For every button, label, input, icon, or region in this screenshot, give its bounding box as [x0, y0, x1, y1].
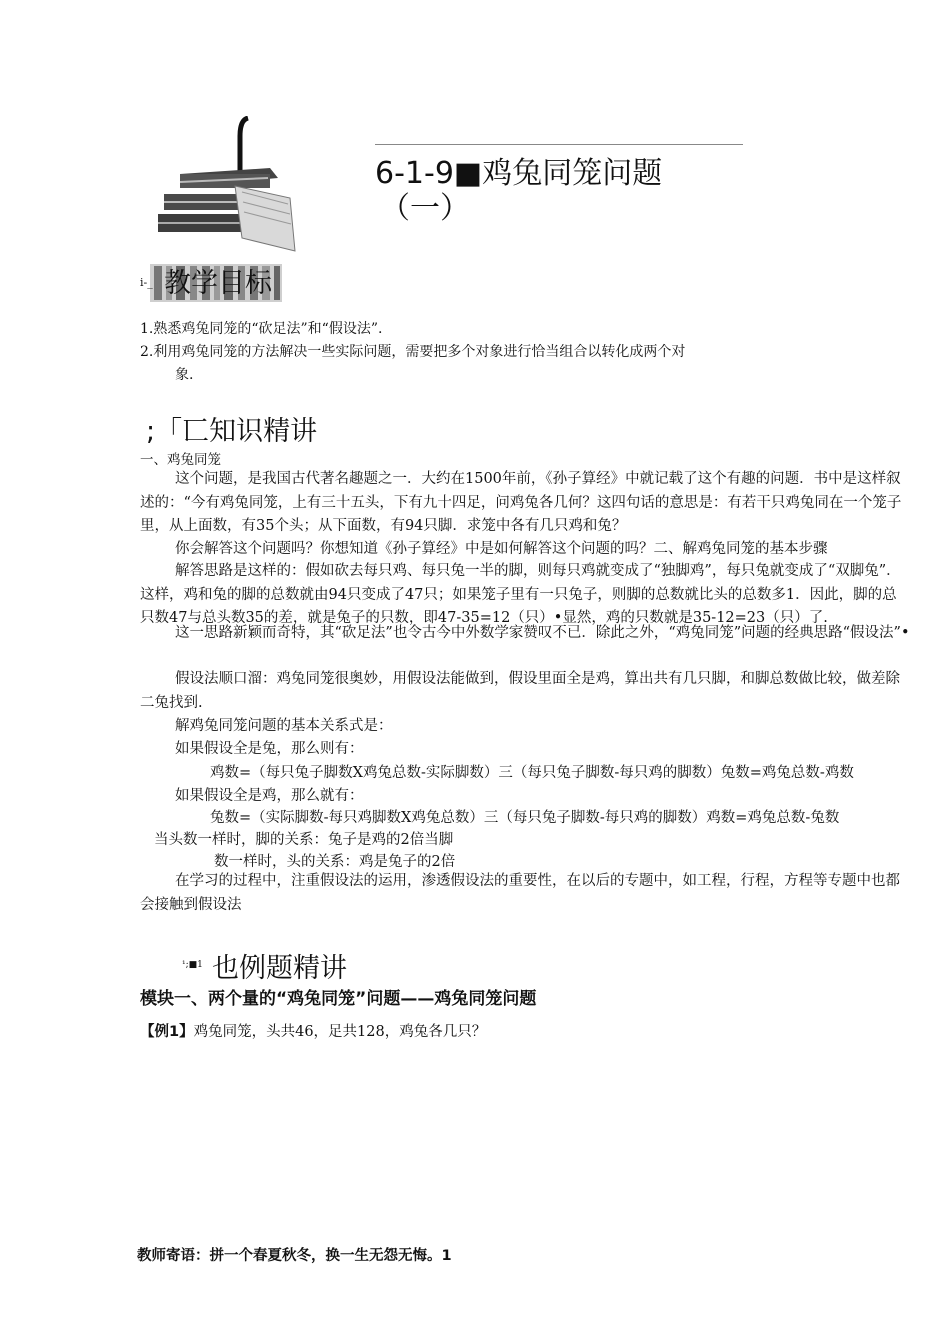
- formula-chicken: 鸡数=（每只兔子脚数X鸡兔总数-实际脚数）三（每只兔子脚数-每只鸡的脚数）兔数=鸡兔总数-鸡数: [210, 765, 854, 781]
- footer-text: 教师寄语：拼一个春夏秋冬，换一生无怨无悔。1: [137, 1248, 452, 1264]
- paragraph-6: 在学习的过程中，注重假设法的运用，渗透假设法的重要性，在以后的专题中，如工程，行程，方程等专题中也都会接触到假设法: [140, 873, 900, 913]
- paragraph-1: 这个问题，是我国古代著名趣题之一．大约在1500年前，《孙子算经》中就记载了这个有趣的问题．书中是这样叙述的：“今有鸡兔同笼，上有三十五头，下有九十四足，问鸡兔各几何？这四句话的意思是：有若干只鸡兔同在一个笼子里，从上面数，有35个头；从下面数，有94只脚．求笼中各有几只鸡和兔？: [140, 471, 902, 534]
- page-title: 6-1-9■鸡兔同笼问题: [375, 156, 663, 191]
- example-text: 鸡兔同笼，头共46，足共128，鸡兔各几只？: [193, 1024, 487, 1040]
- paragraph-2: 你会解答这个问题吗？你想知道《孙子算经》中是如何解答这个问题的吗？二、解鸡兔同笼的基本步骤: [175, 541, 828, 557]
- assume-rabbit: 如果假设全是兔，那么则有：: [175, 741, 364, 757]
- relation-feet: 数一样时，头的关系：鸡是兔子的2倍: [214, 854, 456, 870]
- examples-heading: 也例题精讲: [212, 953, 347, 984]
- relation-heads: 当头数一样时，脚的关系：兔子是鸡的2倍当脚: [154, 832, 454, 848]
- knowledge-heading: ;「匸知识精讲: [146, 416, 318, 447]
- examples-prefix: ¹;■1: [182, 960, 203, 970]
- paragraph-5: 假设法顺口溜：鸡兔同笼很奥妙，用假设法能做到，假设里面全是鸡，算出共有几只脚，和脚总数做比较，做差除二兔找到.: [140, 671, 900, 711]
- goals-prefix: i-_: [140, 276, 153, 289]
- paragraph-4: 这一思路新颖而奇特，其“砍足法”也令古今中外数学家赞叹不已．除此之外，“鸡兔同笼”问题的经典思路“假设法”•: [175, 625, 910, 641]
- goals-heading: 教学目标: [164, 268, 272, 299]
- objective-2: 2.利用鸡兔同笼的方法解决一些实际问题，需要把多个对象进行恰当组合以转化成两个对: [140, 344, 686, 360]
- objective-1: 1.熟悉鸡兔同笼的“砍足法”和“假设法”.: [140, 321, 383, 337]
- formula-rabbit: 兔数=（实际脚数-每只鸡脚数X鸡兔总数）三（每只兔子脚数-每只鸡的脚数）鸡数=鸡兔总数-兔数: [210, 810, 840, 826]
- formula-intro: 解鸡兔同笼问题的基本关系式是：: [175, 718, 393, 734]
- objective-2-cont: 象.: [175, 367, 194, 383]
- page-title-suffix: （一）: [380, 191, 470, 226]
- example-label: 【例1】: [140, 1024, 194, 1040]
- paragraph-3: 解答思路是这样的：假如砍去每只鸡、每只兔一半的脚，则每只鸡就变成了“独脚鸡”，每只兔就变成了“双脚兔”．这样，鸡和兔的脚的总数就由94只变成了47只；如果笼子里有一只兔子，则脚的总数就比头的总数多1．因此，脚的总只数47与总头数35的差，就是兔子的只数，即47-35=12（只）•显然，鸡的只数就是35-12=23（只）了.: [140, 563, 901, 626]
- example-1: [140, 1020, 486, 1041]
- knowledge-sub-1: 一、鸡兔同笼: [140, 452, 221, 468]
- assume-chicken: 如果假设全是鸡，那么就有：: [175, 788, 364, 804]
- title-rule: [375, 144, 743, 145]
- module-heading: 模块一、两个量的“鸡兔同笼”问题——鸡兔同笼问题: [140, 989, 537, 1009]
